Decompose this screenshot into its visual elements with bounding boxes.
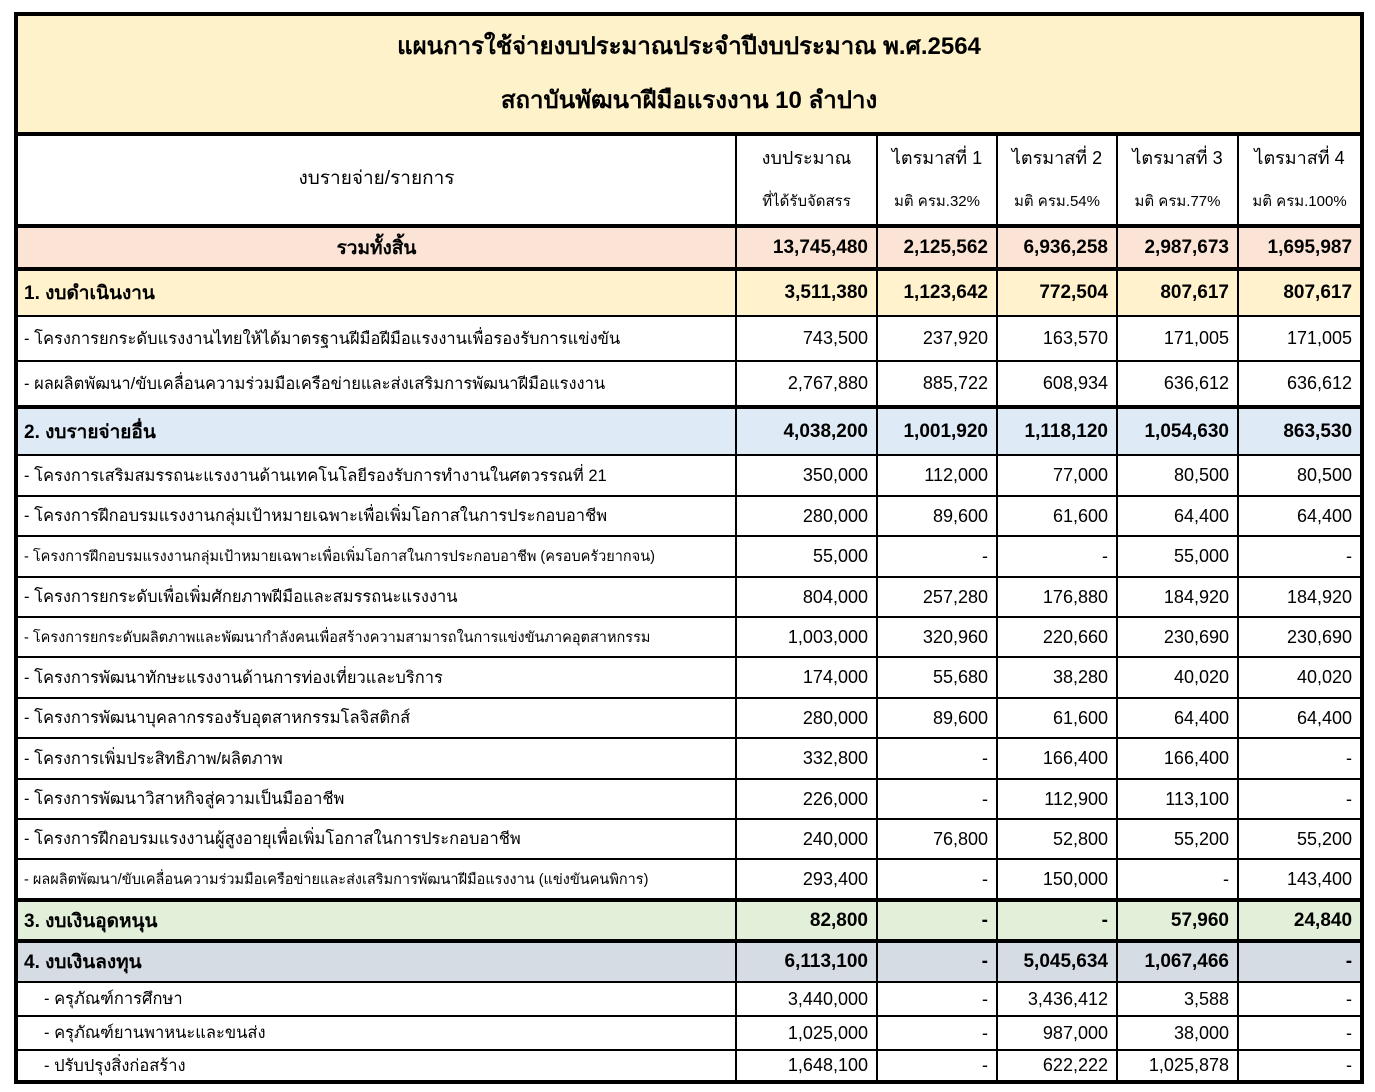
item-label: - โครงการยกระดับเพื่อเพิ่มศักยภาพฝีมือและสมรรถนะแรงงาน <box>16 577 736 617</box>
item-value: 885,722 <box>877 361 997 407</box>
header-col-line-2: มติ ครม.100% <box>1252 193 1347 210</box>
section-value: 863,530 <box>1238 407 1362 455</box>
item-value: - <box>877 536 997 577</box>
header-col-allocated <box>736 134 877 226</box>
table-row <box>16 617 1362 657</box>
item-label: - โครงการยกระดับแรงงานไทยให้ได้มาตรฐานฝีมือฝีมือแรงงานเพื่อรองรับการแข่งขัน <box>16 316 736 361</box>
item-value: 636,612 <box>1117 361 1238 407</box>
total-label: รวมทั้งสิ้น <box>16 226 736 269</box>
section-value: 24,840 <box>1238 900 1362 941</box>
total-value: 2,987,673 <box>1117 226 1238 269</box>
header-col-q3 <box>1117 134 1238 226</box>
table-row <box>16 1016 1362 1050</box>
table-row <box>16 496 1362 536</box>
title-line-2: สถาบันพัฒนาฝีมือแรงงาน 10 ลำปาง <box>500 87 878 114</box>
header-item-label: งบรายจ่าย/รายการ <box>16 134 736 226</box>
item-value: 622,222 <box>997 1050 1117 1082</box>
item-value: 112,900 <box>997 779 1117 819</box>
item-value: 80,500 <box>1238 455 1362 496</box>
section-row <box>16 407 1362 455</box>
item-value: 163,570 <box>997 316 1117 361</box>
item-value: 226,000 <box>736 779 877 819</box>
item-label: - ครุภัณฑ์ยานพาหนะและขนส่ง <box>16 1016 736 1050</box>
item-value: 230,690 <box>1238 617 1362 657</box>
section-value: 1,118,120 <box>997 407 1117 455</box>
section-value: - <box>997 900 1117 941</box>
item-value: 636,612 <box>1238 361 1362 407</box>
section-value: 807,617 <box>1238 269 1362 316</box>
table-row <box>16 1050 1362 1082</box>
section-row <box>16 941 1362 982</box>
item-label: - โครงการพัฒนาวิสาหกิจสู่ความเป็นมืออาชีพ <box>16 779 736 819</box>
item-value: 1,025,000 <box>736 1016 877 1050</box>
item-value: 332,800 <box>736 738 877 779</box>
table-title <box>16 14 1362 134</box>
total-value: 13,745,480 <box>736 226 877 269</box>
table-row <box>16 657 1362 698</box>
item-value: 1,648,100 <box>736 1050 877 1082</box>
item-value: 176,880 <box>997 577 1117 617</box>
item-value: 80,500 <box>1117 455 1238 496</box>
total-row <box>16 226 1362 269</box>
section-value: 1,001,920 <box>877 407 997 455</box>
item-value: 293,400 <box>736 859 877 900</box>
item-value: - <box>1238 536 1362 577</box>
header-col-q4 <box>1238 134 1362 226</box>
item-value: 61,600 <box>997 496 1117 536</box>
item-value: - <box>877 982 997 1016</box>
item-value: 3,588 <box>1117 982 1238 1016</box>
header-col-line-1: ไตรมาสที่ 1 <box>891 148 983 168</box>
item-value: 987,000 <box>997 1016 1117 1050</box>
section-value: 82,800 <box>736 900 877 941</box>
item-value: - <box>1238 982 1362 1016</box>
total-value: 6,936,258 <box>997 226 1117 269</box>
header-col-line-1: ไตรมาสที่ 4 <box>1254 148 1345 168</box>
item-value: - <box>877 1050 997 1082</box>
item-value: 55,000 <box>736 536 877 577</box>
section-value: 6,113,100 <box>736 941 877 982</box>
item-value: 113,100 <box>1117 779 1238 819</box>
header-col-line-2: ที่ได้รับจัดสรร <box>762 193 851 210</box>
item-label: - โครงการพัฒนาทักษะแรงงานด้านการท่องเที่ยวและบริการ <box>16 657 736 698</box>
table-row <box>16 316 1362 361</box>
budget-table <box>14 12 1364 1084</box>
item-label: - ผลผลิตพัฒนา/ขับเคลื่อนความร่วมมือเครือข่ายและส่งเสริมการพัฒนาฝีมือแรงงาน <box>16 361 736 407</box>
item-value: 3,440,000 <box>736 982 877 1016</box>
item-value: 2,767,880 <box>736 361 877 407</box>
item-label: - โครงการยกระดับผลิตภาพและพัฒนากำลังคนเพื่อสร้างความสามารถในการแข่งขันภาคอุตสาหกรรม <box>16 617 736 657</box>
item-value: 230,690 <box>1117 617 1238 657</box>
item-label: - ปรับปรุงสิ่งก่อสร้าง <box>16 1050 736 1082</box>
item-value: 38,280 <box>997 657 1117 698</box>
header-col-line-2: มติ ครม.77% <box>1134 193 1221 210</box>
item-value: 220,660 <box>997 617 1117 657</box>
section-value: 772,504 <box>997 269 1117 316</box>
item-value: 55,000 <box>1117 536 1238 577</box>
header-col-q2 <box>997 134 1117 226</box>
item-label: - โครงการพัฒนาบุคลากรรองรับอุตสาหกรรมโลจิสติกส์ <box>16 698 736 738</box>
table-row <box>16 819 1362 859</box>
item-value: 55,680 <box>877 657 997 698</box>
item-value: 174,000 <box>736 657 877 698</box>
item-value: - <box>997 536 1117 577</box>
item-value: - <box>1238 1016 1362 1050</box>
item-value: 150,000 <box>997 859 1117 900</box>
section-value: - <box>877 941 997 982</box>
table-row <box>16 455 1362 496</box>
item-value: 64,400 <box>1117 698 1238 738</box>
section-value: 57,960 <box>1117 900 1238 941</box>
section-label: 2. งบรายจ่ายอื่น <box>16 407 736 455</box>
header-row <box>16 134 1362 226</box>
item-value: 61,600 <box>997 698 1117 738</box>
item-value: 143,400 <box>1238 859 1362 900</box>
header-col-line-1: ไตรมาสที่ 2 <box>1011 148 1103 168</box>
section-value: 5,045,634 <box>997 941 1117 982</box>
item-value: - <box>877 738 997 779</box>
item-value: 55,200 <box>1238 819 1362 859</box>
section-label: 3. งบเงินอุดหนุน <box>16 900 736 941</box>
item-label: - โครงการฝึกอบรมแรงงานกลุ่มเป้าหมายเฉพาะเพื่อเพิ่มโอกาสในการประกอบอาชีพ (ครอบครัวยากจน) <box>16 536 736 577</box>
item-value: 237,920 <box>877 316 997 361</box>
item-value: 171,005 <box>1238 316 1362 361</box>
item-value: - <box>877 1016 997 1050</box>
table-row <box>16 738 1362 779</box>
item-label: - โครงการเสริมสมรรถนะแรงงานด้านเทคโนโลยีรองรับการทำงานในศตวรรณที่ 21 <box>16 455 736 496</box>
item-value: 257,280 <box>877 577 997 617</box>
section-label: 4. งบเงินลงทุน <box>16 941 736 982</box>
section-value: 4,038,200 <box>736 407 877 455</box>
section-value: 3,511,380 <box>736 269 877 316</box>
title-line-1: แผนการใช้จ่ายงบประมาณประจำปีงบประมาณ พ.ศ.2564 <box>397 33 981 60</box>
item-value: 1,025,878 <box>1117 1050 1238 1082</box>
item-value: 240,000 <box>736 819 877 859</box>
item-value: 38,000 <box>1117 1016 1238 1050</box>
item-value: 184,920 <box>1117 577 1238 617</box>
item-value: 280,000 <box>736 496 877 536</box>
item-value: 112,000 <box>877 455 997 496</box>
section-value: - <box>1238 941 1362 982</box>
item-value: 77,000 <box>997 455 1117 496</box>
item-value: 608,934 <box>997 361 1117 407</box>
item-value: 350,000 <box>736 455 877 496</box>
item-value: 184,920 <box>1238 577 1362 617</box>
item-value: 76,800 <box>877 819 997 859</box>
item-label: - โครงการฝึกอบรมแรงงานกลุ่มเป้าหมายเฉพาะเพื่อเพิ่มโอกาสในการประกอบอาชีพ <box>16 496 736 536</box>
item-value: 89,600 <box>877 496 997 536</box>
item-value: 64,400 <box>1238 496 1362 536</box>
header-col-line-1: งบประมาณ <box>761 148 852 168</box>
item-value: 280,000 <box>736 698 877 738</box>
section-value: 1,054,630 <box>1117 407 1238 455</box>
item-value: 64,400 <box>1117 496 1238 536</box>
item-value: - <box>1238 1050 1362 1082</box>
section-row <box>16 900 1362 941</box>
item-value: 166,400 <box>997 738 1117 779</box>
item-value: - <box>877 859 997 900</box>
section-label: 1. งบดำเนินงาน <box>16 269 736 316</box>
item-value: 89,600 <box>877 698 997 738</box>
title-row <box>16 14 1362 134</box>
item-value: 804,000 <box>736 577 877 617</box>
section-value: 1,067,466 <box>1117 941 1238 982</box>
item-value: - <box>877 779 997 819</box>
section-value: 1,123,642 <box>877 269 997 316</box>
table-row <box>16 859 1362 900</box>
item-value: 171,005 <box>1117 316 1238 361</box>
item-label: - ผลผลิตพัฒนา/ขับเคลื่อนความร่วมมือเครือข่ายและส่งเสริมการพัฒนาฝีมือแรงงาน (แข่งขันคนพิการ) <box>16 859 736 900</box>
item-label: - โครงการฝึกอบรมแรงงานผู้สูงอายุเพื่อเพิ่มโอกาสในการประกอบอาชีพ <box>16 819 736 859</box>
header-col-q1 <box>877 134 997 226</box>
item-value: - <box>1238 738 1362 779</box>
item-value: - <box>1117 859 1238 900</box>
item-value: - <box>1238 779 1362 819</box>
table-row <box>16 536 1362 577</box>
section-value: - <box>877 900 997 941</box>
item-value: 55,200 <box>1117 819 1238 859</box>
table-row <box>16 779 1362 819</box>
section-row <box>16 269 1362 316</box>
header-col-line-2: มติ ครม.54% <box>1014 193 1100 210</box>
table-row <box>16 982 1362 1016</box>
budget-table-container <box>14 12 1360 1084</box>
item-value: 3,436,412 <box>997 982 1117 1016</box>
item-value: 40,020 <box>1117 657 1238 698</box>
table-row <box>16 577 1362 617</box>
item-label: - โครงการเพิ่มประสิทธิภาพ/ผลิตภาพ <box>16 738 736 779</box>
item-label: - ครุภัณฑ์การศึกษา <box>16 982 736 1016</box>
item-value: 52,800 <box>997 819 1117 859</box>
item-value: 64,400 <box>1238 698 1362 738</box>
table-row <box>16 361 1362 407</box>
header-col-line-1: ไตรมาสที่ 3 <box>1132 148 1223 168</box>
item-value: 743,500 <box>736 316 877 361</box>
item-value: 1,003,000 <box>736 617 877 657</box>
header-col-line-2: มติ ครม.32% <box>894 193 980 210</box>
section-value: 807,617 <box>1117 269 1238 316</box>
item-value: 320,960 <box>877 617 997 657</box>
table-row <box>16 698 1362 738</box>
item-value: 40,020 <box>1238 657 1362 698</box>
total-value: 2,125,562 <box>877 226 997 269</box>
total-value: 1,695,987 <box>1238 226 1362 269</box>
item-value: 166,400 <box>1117 738 1238 779</box>
